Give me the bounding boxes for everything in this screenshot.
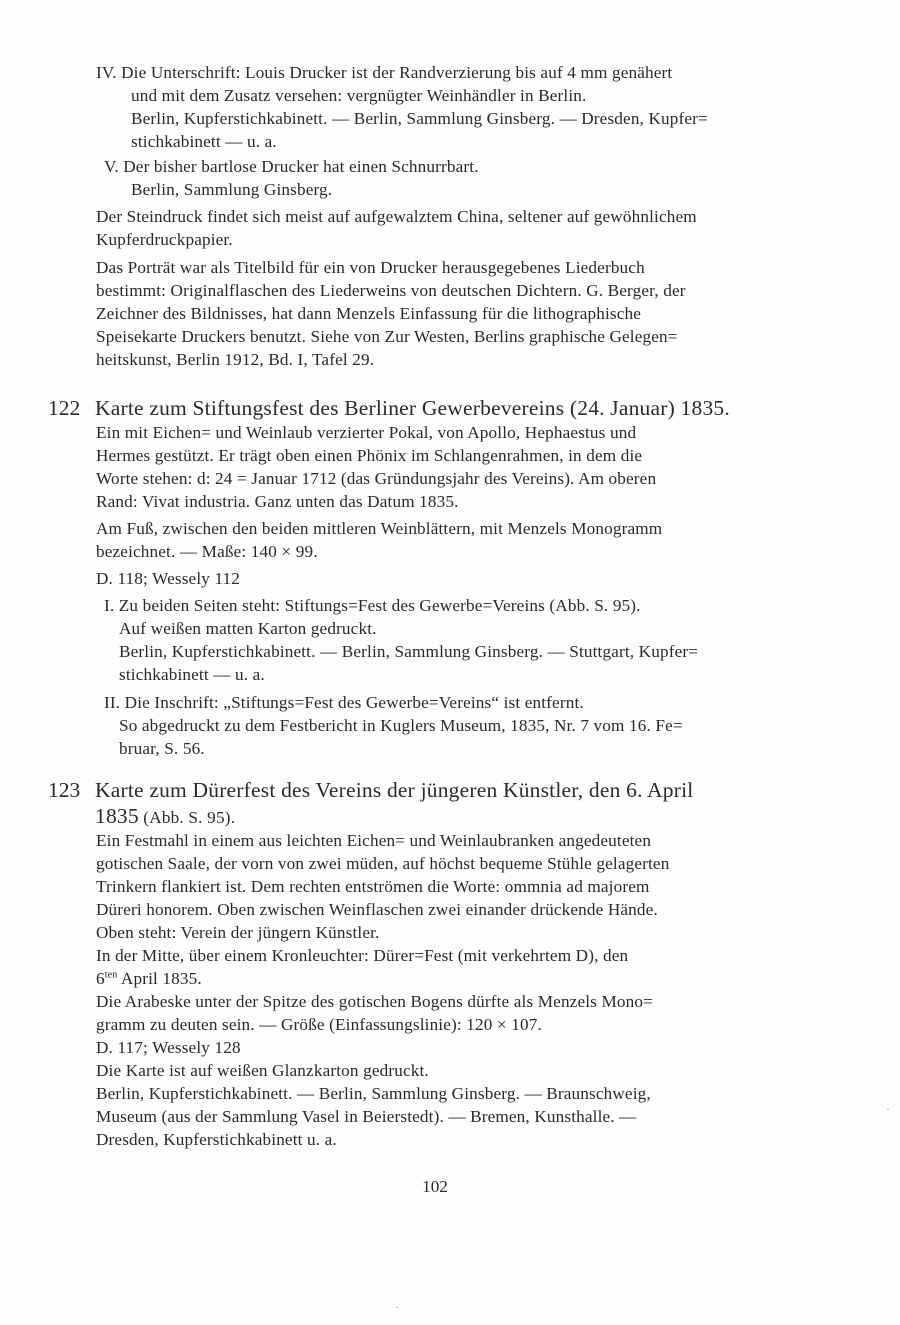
state-line: II. Die Inschrift: „Stiftungs=Fest des Gewerbe=Vereins“ ist entfernt. (104, 693, 584, 712)
entry-122-signature (96, 517, 826, 563)
state-iv-line: IV. Die Unterschrift: Louis Drucker ist der Randverzierung bis auf 4 mm genähert (96, 63, 673, 82)
state-iv-line: Berlin, Kupferstichkabinett. — Berlin, Sammlung Ginsberg. — Dresden, Kupfer= (131, 109, 708, 128)
entry-123-description (96, 829, 826, 1151)
scan-speck: · (395, 1300, 399, 1314)
entry-122-description (96, 421, 826, 513)
location-line: Berlin, Kupferstichkabinett. — Berlin, Sammlung Ginsberg. — Braunschweig, (96, 1084, 651, 1103)
state-iv-line: und mit dem Zusatz versehen: vergnügter Weinhändler in Berlin. (131, 86, 587, 105)
desc-line: gotischen Saale, der vorn von zwei müden, auf höchst bequeme Stühle gelagerten (96, 854, 670, 873)
desc-line: Worte stehen: d: 24 = Januar 1712 (das Gründungsjahr des Vereins). Am oberen (96, 469, 657, 488)
entry-122-state-i (104, 594, 826, 686)
desc-line: Die Karte ist auf weißen Glanzkarton gedruckt. (96, 1061, 429, 1080)
desc-line: Oben steht: Verein der jüngern Künstler. (96, 923, 380, 942)
note-line: Zeichner des Bildnisses, hat dann Menzels Einfassung für die lithographische (96, 304, 642, 323)
state-v-line: V. Der bisher bartlose Drucker hat einen Schnurrbart. (104, 157, 479, 176)
desc-line: bezeichnet. — Maße: 140 × 99. (96, 542, 318, 561)
state-iv-line: stichkabinett — u. a. (131, 132, 277, 151)
ordinal-suffix: ten (104, 969, 118, 981)
day-number: 6 (96, 969, 105, 988)
title-figure-ref: (Abb. S. 95). (138, 808, 236, 827)
state-v-line: Berlin, Sammlung Ginsberg. (131, 180, 333, 199)
entry-123-title (95, 777, 830, 831)
desc-line: Rand: Vivat industria. Ganz unten das Datum 1835. (96, 492, 459, 511)
note-line: Speisekarte Druckers benutzt. Siehe von Zur Westen, Berlins graphische Gelegen= (96, 327, 678, 346)
portrait-note (96, 256, 826, 371)
entry-123-number: 123 (48, 778, 81, 802)
page-number: 102 (422, 1177, 448, 1196)
state-line: Berlin, Kupferstichkabinett. — Berlin, Sammlung Ginsberg. — Stuttgart, Kupfer= (119, 642, 699, 661)
entry-122-number: 122 (48, 396, 81, 420)
desc-line: Trinkern flankiert ist. Dem rechten entströmen die Worte: ommnia ad majorem (96, 877, 650, 896)
location-line: Museum (aus der Sammlung Vasel in Beierstedt). — Bremen, Kunsthalle. — (96, 1107, 637, 1126)
scan-speck: · (886, 1102, 890, 1116)
location-line: Dresden, Kupferstichkabinett u. a. (96, 1130, 337, 1149)
desc-line: Ein Festmahl in einem aus leichten Eichen= und Weinlaubranken angedeuteten (96, 831, 652, 850)
date-rest: April 1835. (117, 969, 202, 988)
desc-line: gramm zu deuten sein. — Größe (Einfassungslinie): 120 × 107. (96, 1015, 542, 1034)
entry-122-state-ii (104, 691, 826, 760)
desc-line (96, 967, 826, 990)
steindruck-note (96, 205, 826, 251)
title-line (95, 803, 830, 831)
state-line: I. Zu beiden Seiten steht: Stiftungs=Fest des Gewerbe=Vereins (Abb. S. 95). (104, 596, 641, 615)
state-line: stichkabinett — u. a. (119, 665, 265, 684)
desc-line: Düreri honorem. Oben zwischen Weinflaschen zwei einander drückende Hände. (96, 900, 658, 919)
note-line: Kupferdruckpapier. (96, 230, 233, 249)
state-line: Auf weißen matten Karton gedruckt. (119, 619, 377, 638)
note-line: Das Porträt war als Titelbild für ein von Drucker herausgegebenes Liederbuch (96, 258, 645, 277)
title-line: Karte zum Dürerfest des Vereins der jüngeren Künstler, den 6. April (95, 778, 694, 802)
entry-122-reference: D. 118; Wessely 112 (96, 569, 241, 588)
desc-line: Hermes gestützt. Er trägt oben einen Phönix im Schlangenrahmen, in dem die (96, 446, 643, 465)
desc-line: Am Fuß, zwischen den beiden mittleren Weinblättern, mit Menzels Monogramm (96, 519, 663, 538)
note-line: heitskunst, Berlin 1912, Bd. I, Tafel 29. (96, 350, 375, 369)
note-line: bestimmt: Originalflaschen des Liederweins von deutschen Dichtern. G. Berger, der (96, 281, 686, 300)
entry-122-title: Karte zum Stiftungsfest des Berliner Gewerbevereins (24. Januar) 1835. (95, 396, 730, 420)
note-line: Der Steindruck findet sich meist auf aufgewalztem China, seltener auf gewöhnlichem (96, 207, 697, 226)
state-v (104, 155, 824, 201)
title-year: 1835 (95, 804, 139, 828)
state-line: bruar, S. 56. (119, 739, 205, 758)
state-line: So abgedruckt zu dem Festbericht in Kuglers Museum, 1835, Nr. 7 vom 16. Fe= (119, 716, 683, 735)
reference-line: D. 117; Wessely 128 (96, 1038, 241, 1057)
state-iv (96, 61, 826, 153)
desc-line: Ein mit Eichen= und Weinlaub verzierter Pokal, von Apollo, Hephaestus und (96, 423, 637, 442)
desc-line: Die Arabeske unter der Spitze des gotischen Bogens dürfte als Menzels Mono= (96, 992, 653, 1011)
desc-line: In der Mitte, über einem Kronleuchter: Dürer=Fest (mit verkehrtem D), den (96, 946, 629, 965)
